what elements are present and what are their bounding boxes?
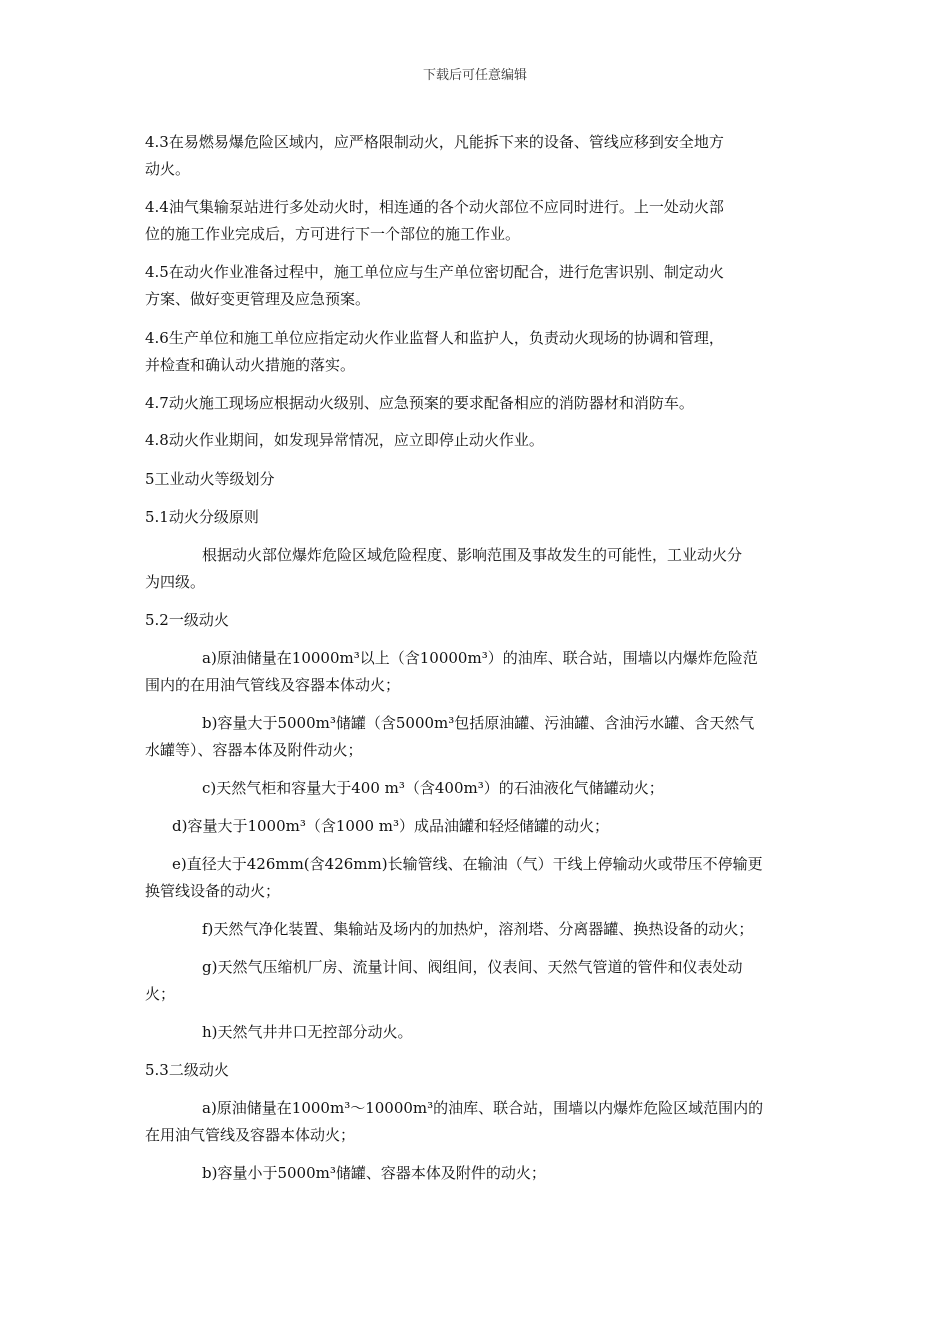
text-line: a)原油储量在1000m³～10000m³的油库、联合站，围墙以内爆炸危险区域范围内的 xyxy=(202,1099,764,1117)
item-5-2-b xyxy=(145,710,815,764)
paragraph-4-6 xyxy=(145,325,815,379)
text-line: b)容量大于5000m³储罐（含5000m³包括原油罐、污油罐、含油污水罐、含天然气 xyxy=(202,714,755,732)
text-line: 4.3在易燃易爆危险区域内，应严格限制动火，凡能拆下来的设备、管线应移到安全地方 xyxy=(145,133,724,151)
text-line: 4.5在动火作业准备过程中，施工单位应与生产单位密切配合，进行危害识别、制定动火 xyxy=(145,263,724,281)
text-line: c)天然气柜和容量大于400 m³（含400m³）的石油液化气储罐动火； xyxy=(202,779,664,797)
item-5-3-a xyxy=(145,1095,815,1149)
text-line: b)容量小于5000m³储罐、容器本体及附件的动火； xyxy=(202,1164,546,1182)
text-line: 换管线设备的动火； xyxy=(145,882,281,900)
paragraph-4-5 xyxy=(145,259,815,313)
item-5-2-e xyxy=(145,851,815,905)
text-line: d)容量大于1000m³（含1000 m³）成品油罐和轻烃储罐的动火； xyxy=(172,817,610,835)
paragraph-4-8 xyxy=(145,427,815,454)
text-line: 4.7动火施工现场应根据动火级别、应急预案的要求配备相应的消防器材和消防车。 xyxy=(145,394,694,412)
text-line: 为四级。 xyxy=(145,573,206,591)
item-5-3-b xyxy=(145,1160,815,1187)
text-line: 4.4油气集输泵站进行多处动火时，相连通的各个动火部位不应同时进行。上一处动火部 xyxy=(145,198,724,216)
text-line: a)原油储量在10000m³以上（含10000m³）的油库、联合站，围墙以内爆炸危险范 xyxy=(202,649,758,667)
text-line: 位的施工作业完成后，方可进行下一个部位的施工作业。 xyxy=(145,225,521,243)
section-heading-5-2 xyxy=(145,607,815,634)
page-header: 下载后可任意编辑 xyxy=(422,68,527,83)
text-line: e)直径大于426mm(含426mm)长输管线、在输油（气）干线上停输动火或带压不停输更 xyxy=(172,855,763,873)
text-line: 火； xyxy=(145,985,176,1003)
text-line: f)天然气净化装置、集输站及场内的加热炉，溶剂塔、分离器罐、换热设备的动火； xyxy=(202,920,754,938)
paragraph-4-7 xyxy=(145,390,815,417)
text-line: 水罐等）、容器本体及附件动火； xyxy=(145,741,363,759)
paragraph-5-1-body xyxy=(145,542,815,596)
text-line: 4.8动火作业期间，如发现异常情况，应立即停止动火作业。 xyxy=(145,431,544,449)
text-line: 5.2一级动火 xyxy=(145,611,229,629)
item-5-2-c xyxy=(145,775,815,802)
item-5-2-f xyxy=(145,916,815,943)
paragraph-4-3 xyxy=(145,129,815,183)
item-5-2-a xyxy=(145,645,815,699)
section-heading-5 xyxy=(145,466,815,493)
section-heading-5-1 xyxy=(145,504,815,531)
text-line: h)天然气井井口无控部分动火。 xyxy=(202,1023,413,1041)
text-line: 根据动火部位爆炸危险区域危险程度、影响范围及事故发生的可能性，工业动火分 xyxy=(202,546,743,564)
item-5-2-d xyxy=(145,813,815,840)
text-line: 4.6生产单位和施工单位应指定动火作业监督人和监护人，负责动火现场的协调和管理， xyxy=(145,329,724,347)
section-heading-5-3 xyxy=(145,1057,815,1084)
paragraph-4-4 xyxy=(145,194,815,248)
text-line: 方案、做好变更管理及应急预案。 xyxy=(145,290,371,308)
item-5-2-g xyxy=(145,954,815,1008)
text-line: 在用油气管线及容器本体动火； xyxy=(145,1126,356,1144)
text-line: 5工业动火等级划分 xyxy=(145,470,275,488)
text-line: 围内的在用油气管线及容器本体动火； xyxy=(145,676,401,694)
item-5-2-h xyxy=(145,1019,815,1046)
text-line: 5.1动火分级原则 xyxy=(145,508,259,526)
text-line: 5.3二级动火 xyxy=(145,1061,229,1079)
text-line: 动火。 xyxy=(145,160,191,178)
text-line: g)天然气压缩机厂房、流量计间、阀组间，仪表间、天然气管道的管件和仪表处动 xyxy=(202,958,743,976)
text-line: 并检查和确认动火措施的落实。 xyxy=(145,356,356,374)
